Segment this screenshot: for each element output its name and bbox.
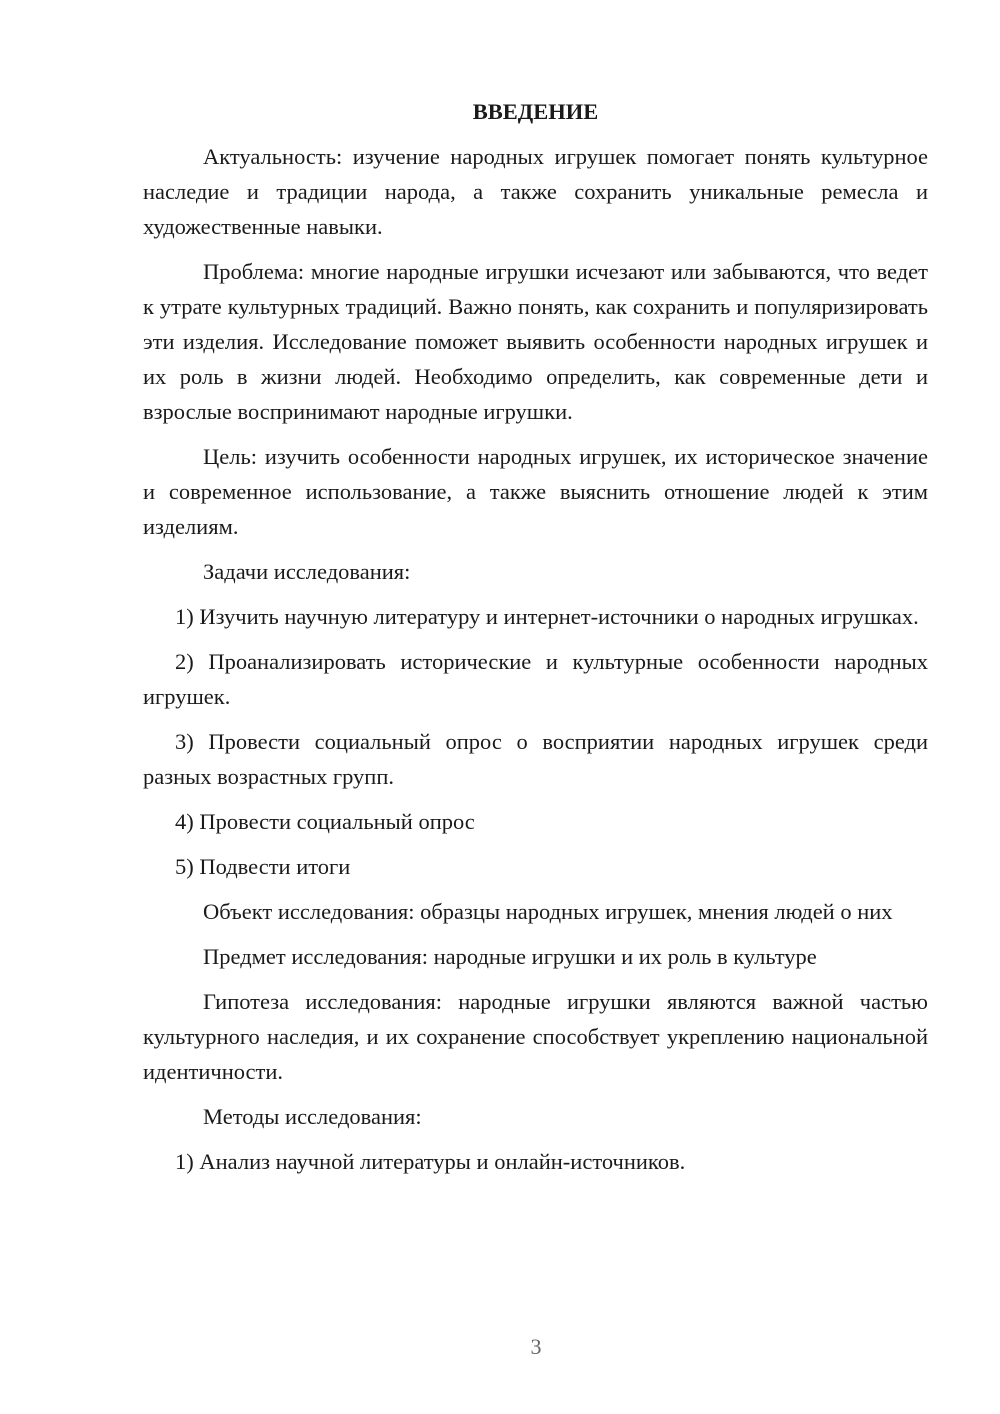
- methods-title: Методы исследования:: [203, 1104, 422, 1129]
- object-paragraph: Объект исследования: образцы народных игрушек, мнения людей о них: [203, 899, 893, 924]
- hypothesis-paragraph: Гипотеза исследования: народные игрушки являются важной частью культурного наследия, и их сохранение способствует укреплению национальной идентичности.: [143, 989, 928, 1084]
- task-item: 4) Провести социальный опрос: [175, 809, 475, 834]
- relevance-paragraph: Актуальность: изучение народных игрушек помогает понять культурное наследие и традиции народа, а также сохранить уникальные ремесла и художественные навыки.: [143, 144, 928, 239]
- section-heading: ВВЕДЕНИЕ: [472, 99, 599, 124]
- page-content: [143, 94, 928, 1189]
- task-item: 5) Подвести итоги: [175, 854, 351, 879]
- page-number: 3: [530, 1334, 542, 1359]
- goal-paragraph: Цель: изучить особенности народных игрушек, их историческое значение и современное использование, а также выяснить отношение людей к этим изделиям.: [143, 444, 928, 539]
- problem-paragraph: Проблема: многие народные игрушки исчезают или забываются, что ведет к утрате культурных традиций. Важно понять, как сохранить и популяризировать эти изделия. Исследование поможет выявить особенности народных игрушек и их роль в жизни людей. Необходимо определить, как современные дети и взрослые воспринимают народные игрушки.: [143, 259, 928, 424]
- method-item: 1) Анализ научной литературы и онлайн-источников.: [175, 1149, 686, 1174]
- task-item: 2) Проанализировать исторические и культурные особенности народных игрушек.: [143, 649, 928, 709]
- task-item: 1) Изучить научную литературу и интернет-источники о народных игрушках.: [175, 604, 919, 629]
- task-item: 3) Провести социальный опрос о восприятии народных игрушек среди разных возрастных групп.: [143, 729, 928, 789]
- subject-paragraph: Предмет исследования: народные игрушки и их роль в культуре: [203, 944, 817, 969]
- tasks-title: Задачи исследования:: [203, 559, 411, 584]
